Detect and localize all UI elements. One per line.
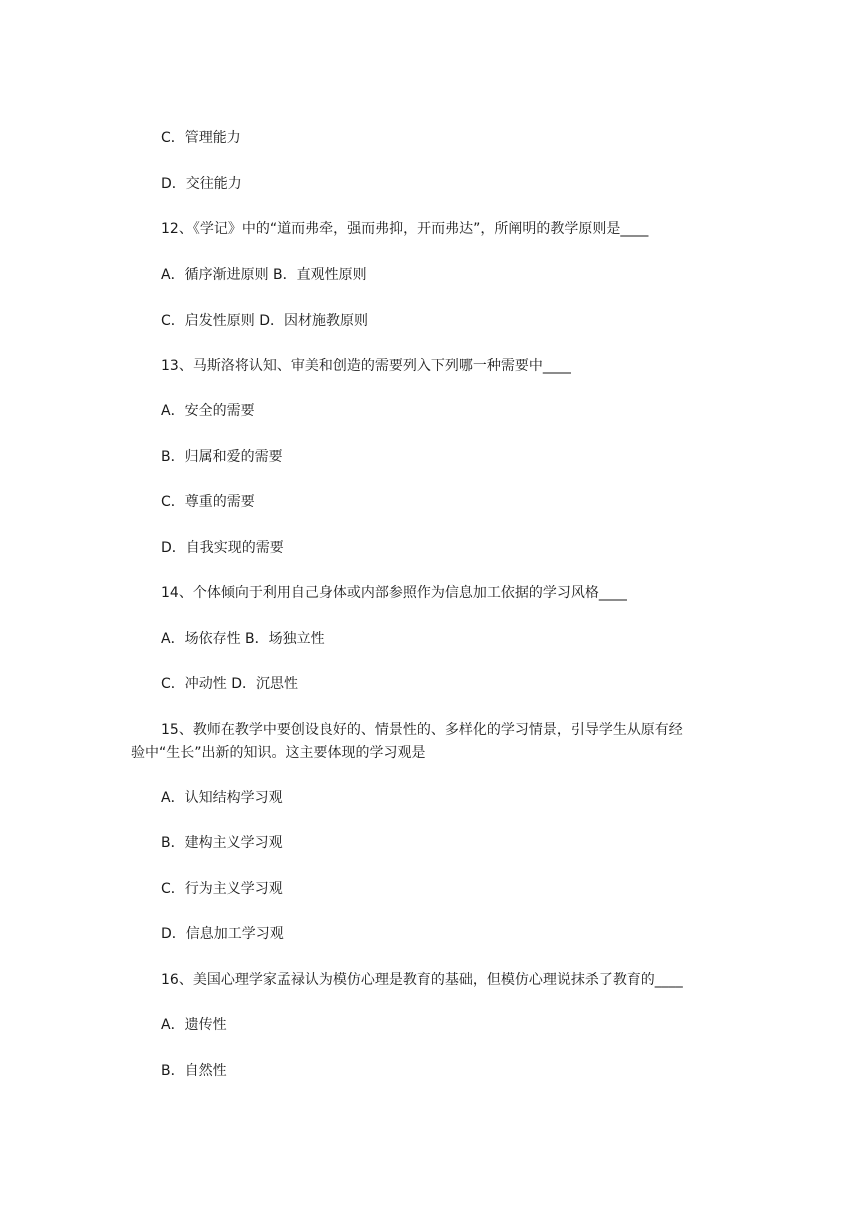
question-15-line-1: 15、教师在教学中要创设良好的、情景性的、多样化的学习情景，引导学生从原有经 bbox=[161, 722, 683, 738]
option-16b: B．自然性 bbox=[161, 1063, 227, 1079]
question-14: 14、个体倾向于利用自己身体或内部参照作为信息加工依据的学习风格____ bbox=[161, 585, 627, 601]
option-13a: A．安全的需要 bbox=[161, 403, 255, 419]
option-15d: D．信息加工学习观 bbox=[161, 926, 284, 942]
option-15c: C．行为主义学习观 bbox=[161, 881, 283, 897]
option-13c: C．尊重的需要 bbox=[161, 494, 255, 510]
option-12ab: A．循序渐进原则 B．直观性原则 bbox=[161, 267, 367, 283]
question-13: 13、马斯洛将认知、审美和创造的需要列入下列哪一种需要中____ bbox=[161, 358, 571, 374]
option-14cd: C．冲动性 D．沉思性 bbox=[161, 676, 299, 692]
option-13b: B．归属和爱的需要 bbox=[161, 449, 283, 465]
question-12: 12、《学记》中的“道而弗牵，强而弗抑，开而弗达”，所阐明的教学原则是____ bbox=[161, 221, 649, 237]
option-14ab: A．场依存性 B．场独立性 bbox=[161, 631, 325, 647]
question-15-line-2: 验中“生长”出新的知识。这主要体现的学习观是 bbox=[131, 745, 426, 761]
question-16: 16、美国心理学家孟禄认为模仿心理是教育的基础，但模仿心理说抹杀了教育的____ bbox=[161, 972, 683, 988]
option-13d: D．自我实现的需要 bbox=[161, 540, 284, 556]
option-11c: C．管理能力 bbox=[161, 130, 241, 146]
option-11d: D．交往能力 bbox=[161, 176, 242, 192]
option-15a: A．认知结构学习观 bbox=[161, 790, 283, 806]
option-12cd: C．启发性原则 D．因材施教原则 bbox=[161, 313, 369, 329]
option-15b: B．建构主义学习观 bbox=[161, 835, 283, 851]
option-16a: A．遗传性 bbox=[161, 1017, 227, 1033]
